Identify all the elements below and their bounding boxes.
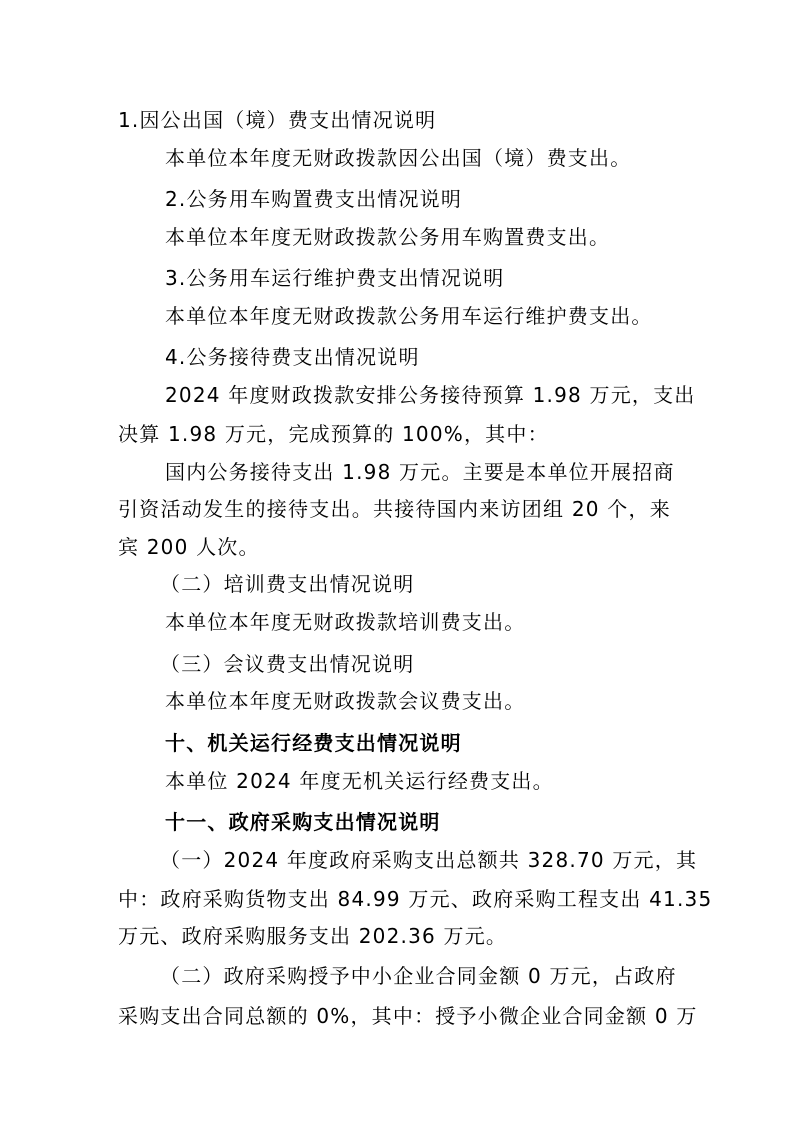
- paragraph-line: 决算 1.98 万元，完成预算的 100%，其中：: [118, 422, 549, 446]
- paragraph-line: 本单位本年度无财政拨款公务用车运行维护费支出。: [165, 304, 653, 328]
- paragraph-line: 宾 200 人次。: [118, 535, 260, 559]
- paragraph-line: （一）2024 年度政府采购支出总额共 328.70 万元，其: [160, 848, 698, 872]
- paragraph-line: 本单位本年度无财政拨款公务用车购置费支出。: [165, 225, 611, 249]
- section-heading-ten: 十、机关运行经费支出情况说明: [165, 731, 462, 755]
- paragraph-line: 万元、政府采购服务支出 202.36 万元。: [118, 924, 508, 948]
- paragraph-line: 中：政府采购货物支出 84.99 万元、政府采购工程支出 41.35: [118, 887, 713, 911]
- heading-item-2: 2.公务用车购置费支出情况说明: [165, 187, 463, 211]
- paragraph-line: 国内公务接待支出 1.98 万元。主要是本单位开展招商: [165, 460, 675, 484]
- heading-item-3: 3.公务用车运行维护费支出情况说明: [165, 266, 505, 290]
- paragraph-line: 本单位 2024 年度无机关运行经费支出。: [165, 769, 554, 793]
- paragraph-line: 本单位本年度无财政拨款培训费支出。: [165, 610, 526, 634]
- paragraph-line: 本单位本年度无财政拨款因公出国（境）费支出。: [165, 146, 632, 170]
- paragraph-line: 2024 年度财政拨款安排公务接待预算 1.98 万元，支出: [165, 383, 696, 407]
- paragraph-line: （二）政府采购授予中小企业合同金额 0 万元，占政府: [160, 964, 677, 988]
- paragraph-line: 引资活动发生的接待支出。共接待国内来访团组 20 个，来: [118, 497, 671, 521]
- subsection-heading-training: （二）培训费支出情况说明: [160, 572, 415, 596]
- heading-item-4: 4.公务接待费支出情况说明: [165, 345, 420, 369]
- paragraph-line: 采购支出合同总额的 0%，其中：授予小微企业合同金额 0 万: [118, 1004, 698, 1028]
- heading-item-1: 1.因公出国（境）费支出情况说明: [118, 108, 437, 132]
- paragraph-line: 本单位本年度无财政拨款会议费支出。: [165, 689, 526, 713]
- subsection-heading-meeting: （三）会议费支出情况说明: [160, 652, 415, 676]
- section-heading-eleven: 十一、政府采购支出情况说明: [165, 810, 441, 834]
